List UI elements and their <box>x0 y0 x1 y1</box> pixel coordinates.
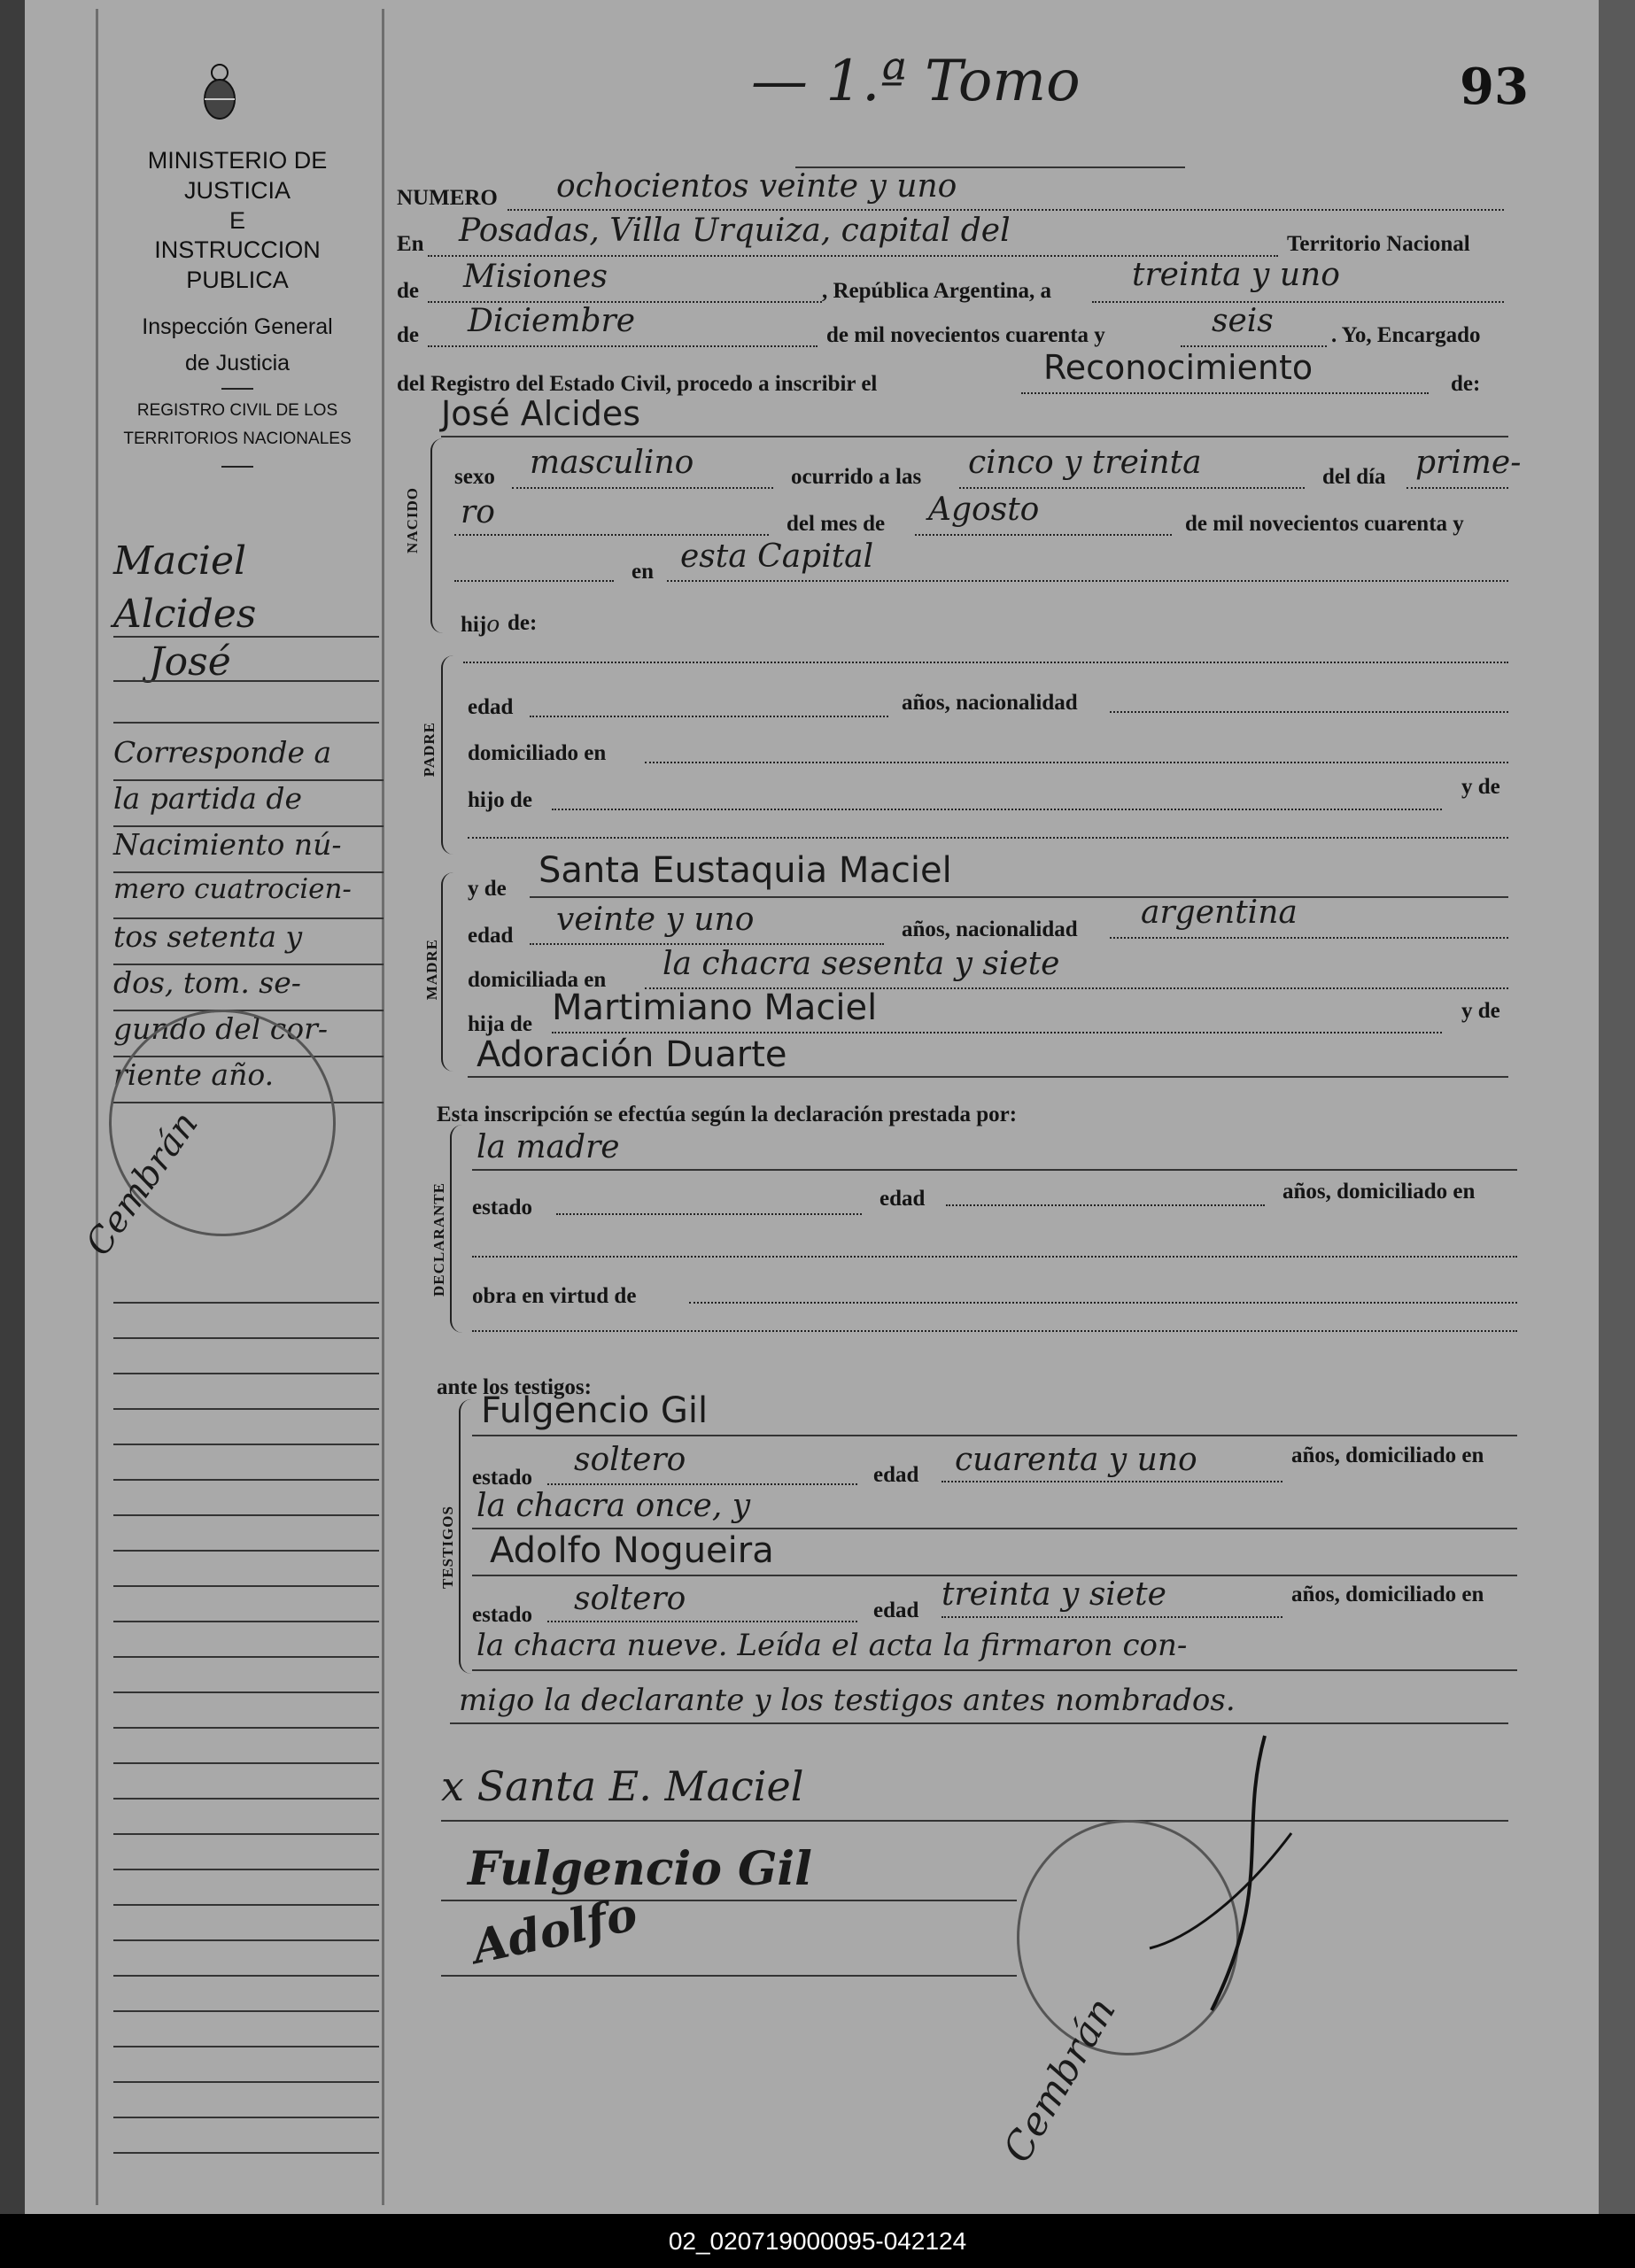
sexo-label: sexo <box>454 465 495 489</box>
testigo1-anios-label: años, domiciliado en <box>1291 1444 1484 1467</box>
en-value: Posadas, Villa Urquiza, capital del <box>459 213 1011 249</box>
madre-madre-value: Adoración Duarte <box>477 1034 787 1075</box>
hijo-suffix: o <box>486 611 500 637</box>
ministry-line7: TERRITORIOS NACIONALES <box>123 430 352 448</box>
madre-domicilio-label: domiciliada en <box>468 968 607 992</box>
ledger-page <box>25 0 1610 2214</box>
en-nacido-label: en <box>632 560 654 584</box>
testigo1-domicilio: la chacra once, y <box>477 1488 751 1524</box>
registro-label: del Registro del Estado Civil, procedo a inscribir el <box>397 372 878 396</box>
testigo2-domicilio: la chacra nueve. Leída el acta la firmaron con- <box>477 1628 1188 1663</box>
testigos-intro: ante los testigos: <box>437 1375 592 1399</box>
declarante-intro: Esta inscripción se efectúa según la declaración prestada por: <box>437 1103 1018 1126</box>
declarante-obra-label: obra en virtud de <box>472 1284 637 1308</box>
nacido-section-label: NACIDO <box>404 487 421 553</box>
acto-de-label: de: <box>1451 372 1481 396</box>
ministry-line5: de Justicia <box>184 351 291 375</box>
madre-y-de-label: y de <box>468 877 507 901</box>
de-label-2: de <box>397 323 419 347</box>
margin-note-line: Corresponde a <box>113 735 384 781</box>
hijo-label-text: hij <box>461 613 487 637</box>
madre-domicilio-value: la chacra sesenta y siete <box>663 946 1060 982</box>
numero-value: ochocientos veinte y uno <box>556 168 957 205</box>
firma-testigo2: Adolfo <box>468 1886 642 1975</box>
ministry-header <box>109 146 366 484</box>
mil-label: de mil novecientos cuarenta y <box>826 323 1105 347</box>
page-number: 93 <box>1460 58 1529 116</box>
top-note: — 1.ª Tomo <box>751 49 1081 114</box>
margin-note-line: Nacimiento nú- <box>113 827 384 873</box>
dia-value: treinta y uno <box>1132 257 1340 293</box>
footer-code: 02_020719000095-042124 <box>668 2227 967 2255</box>
margin-note-line: riente año. <box>113 1057 384 1103</box>
margin-note-line: gundo del cor- <box>113 1011 384 1057</box>
hora-value: cinco y treinta <box>968 445 1202 481</box>
testigo2-nombre: Adolfo Nogueira <box>490 1530 774 1571</box>
declarante-estado-label: estado <box>472 1196 533 1219</box>
en-label: En <box>397 232 424 256</box>
margin-note-line: dos, tom. se- <box>113 965 384 1011</box>
firma-testigo1: Fulgencio Gil <box>468 1842 812 1896</box>
del-dia-label: del día <box>1322 465 1386 489</box>
hijo-de-label: de: <box>508 611 538 635</box>
coat-of-arms-icon <box>198 62 242 124</box>
margin-surname: Maciel <box>113 538 247 584</box>
margin-note-line: tos setenta y <box>113 919 384 965</box>
margin-name2: José <box>149 639 231 685</box>
testigo1-estado-label: estado <box>472 1466 533 1490</box>
madre-y-de-label-2: y de <box>1461 999 1500 1023</box>
declarante-section-label: DECLARANTE <box>430 1182 447 1297</box>
official-signature-mark <box>1132 1727 1309 2019</box>
mes-value: Diciembre <box>468 303 636 339</box>
lugar-value: esta Capital <box>680 538 874 575</box>
madre-nombre-value: Santa Eustaquia Maciel <box>539 850 952 891</box>
cierre-text: migo la declarante y los testigos antes nombrados. <box>459 1683 1236 1718</box>
testigos-section-label: TESTIGOS <box>439 1506 456 1589</box>
madre-edad-value: veinte y uno <box>556 902 755 938</box>
testigo1-edad-label: edad <box>873 1463 919 1487</box>
del-mes-label: del mes de <box>787 512 886 536</box>
padre-edad-label: edad <box>468 695 514 719</box>
madre-padre-value: Martimiano Maciel <box>552 987 878 1028</box>
declarante-anios-label: años, domiciliado en <box>1282 1180 1476 1204</box>
testigo2-edad-label: edad <box>873 1598 919 1622</box>
padre-section-label: PADRE <box>421 722 438 778</box>
ocurrido-label: ocurrido a las <box>791 465 922 489</box>
ministry-line1: MINISTERIO DE JUSTICIA <box>147 147 328 204</box>
firma-madre: x Santa E. Maciel <box>441 1762 804 1810</box>
testigo1-estado-value: soltero <box>574 1442 686 1478</box>
ministry-line3: INSTRUCCION PUBLICA <box>154 236 321 293</box>
numero-label: NUMERO <box>397 186 498 210</box>
firma-encargado: Cembrán <box>995 1990 1125 2171</box>
margin-note-line: mero cuatrocien- <box>113 873 384 919</box>
nombre-value: José Alcides <box>441 394 641 433</box>
footer-bar <box>0 2214 1635 2268</box>
anio-value: seis <box>1212 303 1274 339</box>
republica-label: , República Argentina, a <box>822 279 1052 303</box>
mil-nacido-label: de mil novecientos cuarenta y <box>1185 512 1464 536</box>
margin-signature: Cembrán <box>78 1104 206 1264</box>
dia-nacido-value: prime- <box>1415 445 1522 481</box>
book-spine-edge <box>1599 0 1635 2214</box>
testigo2-estado-value: soltero <box>574 1581 686 1617</box>
testigo2-estado-label: estado <box>472 1603 533 1627</box>
padre-y-de-label: y de <box>1461 775 1500 799</box>
ministry-line6: REGISTRO CIVIL DE LOS <box>136 401 338 421</box>
margin-name1: Alcides <box>113 592 257 637</box>
hijo-label <box>461 611 500 638</box>
declarante-nombre-value: la madre <box>477 1129 620 1165</box>
madre-hija-label: hija de <box>468 1012 532 1036</box>
testigo1-nombre: Fulgencio Gil <box>481 1390 709 1431</box>
testigo1-edad-value: cuarenta y uno <box>955 1442 1197 1478</box>
acto-value: Reconocimiento <box>1043 348 1313 387</box>
ministry-line4: Inspección General <box>142 313 333 339</box>
yo-label: . Yo, Encargado <box>1331 323 1481 347</box>
padre-domicilio-label: domiciliado en <box>468 741 607 765</box>
de-value: Misiones <box>463 259 608 295</box>
declarante-edad-label: edad <box>879 1187 926 1211</box>
padre-anios-label: años, nacionalidad <box>902 691 1078 715</box>
testigo2-edad-value: treinta y siete <box>941 1576 1166 1613</box>
testigo2-anios-label: años, domiciliado en <box>1291 1583 1484 1606</box>
sexo-value: masculino <box>530 445 694 481</box>
mes-nacido-value: Agosto <box>928 492 1040 528</box>
de-label: de <box>397 279 419 303</box>
madre-edad-label: edad <box>468 924 514 948</box>
madre-anios-label: años, nacionalidad <box>902 917 1078 941</box>
margin-note-line: la partida de <box>113 781 384 827</box>
ministry-line2: E <box>229 206 245 234</box>
madre-nacionalidad-value: argentina <box>1141 894 1298 931</box>
dia-nacido-value-2: ro <box>461 494 495 530</box>
padre-hijo-label: hijo de <box>468 788 532 812</box>
madre-section-label: MADRE <box>423 939 440 1001</box>
territorio-label: Territorio Nacional <box>1287 232 1470 256</box>
